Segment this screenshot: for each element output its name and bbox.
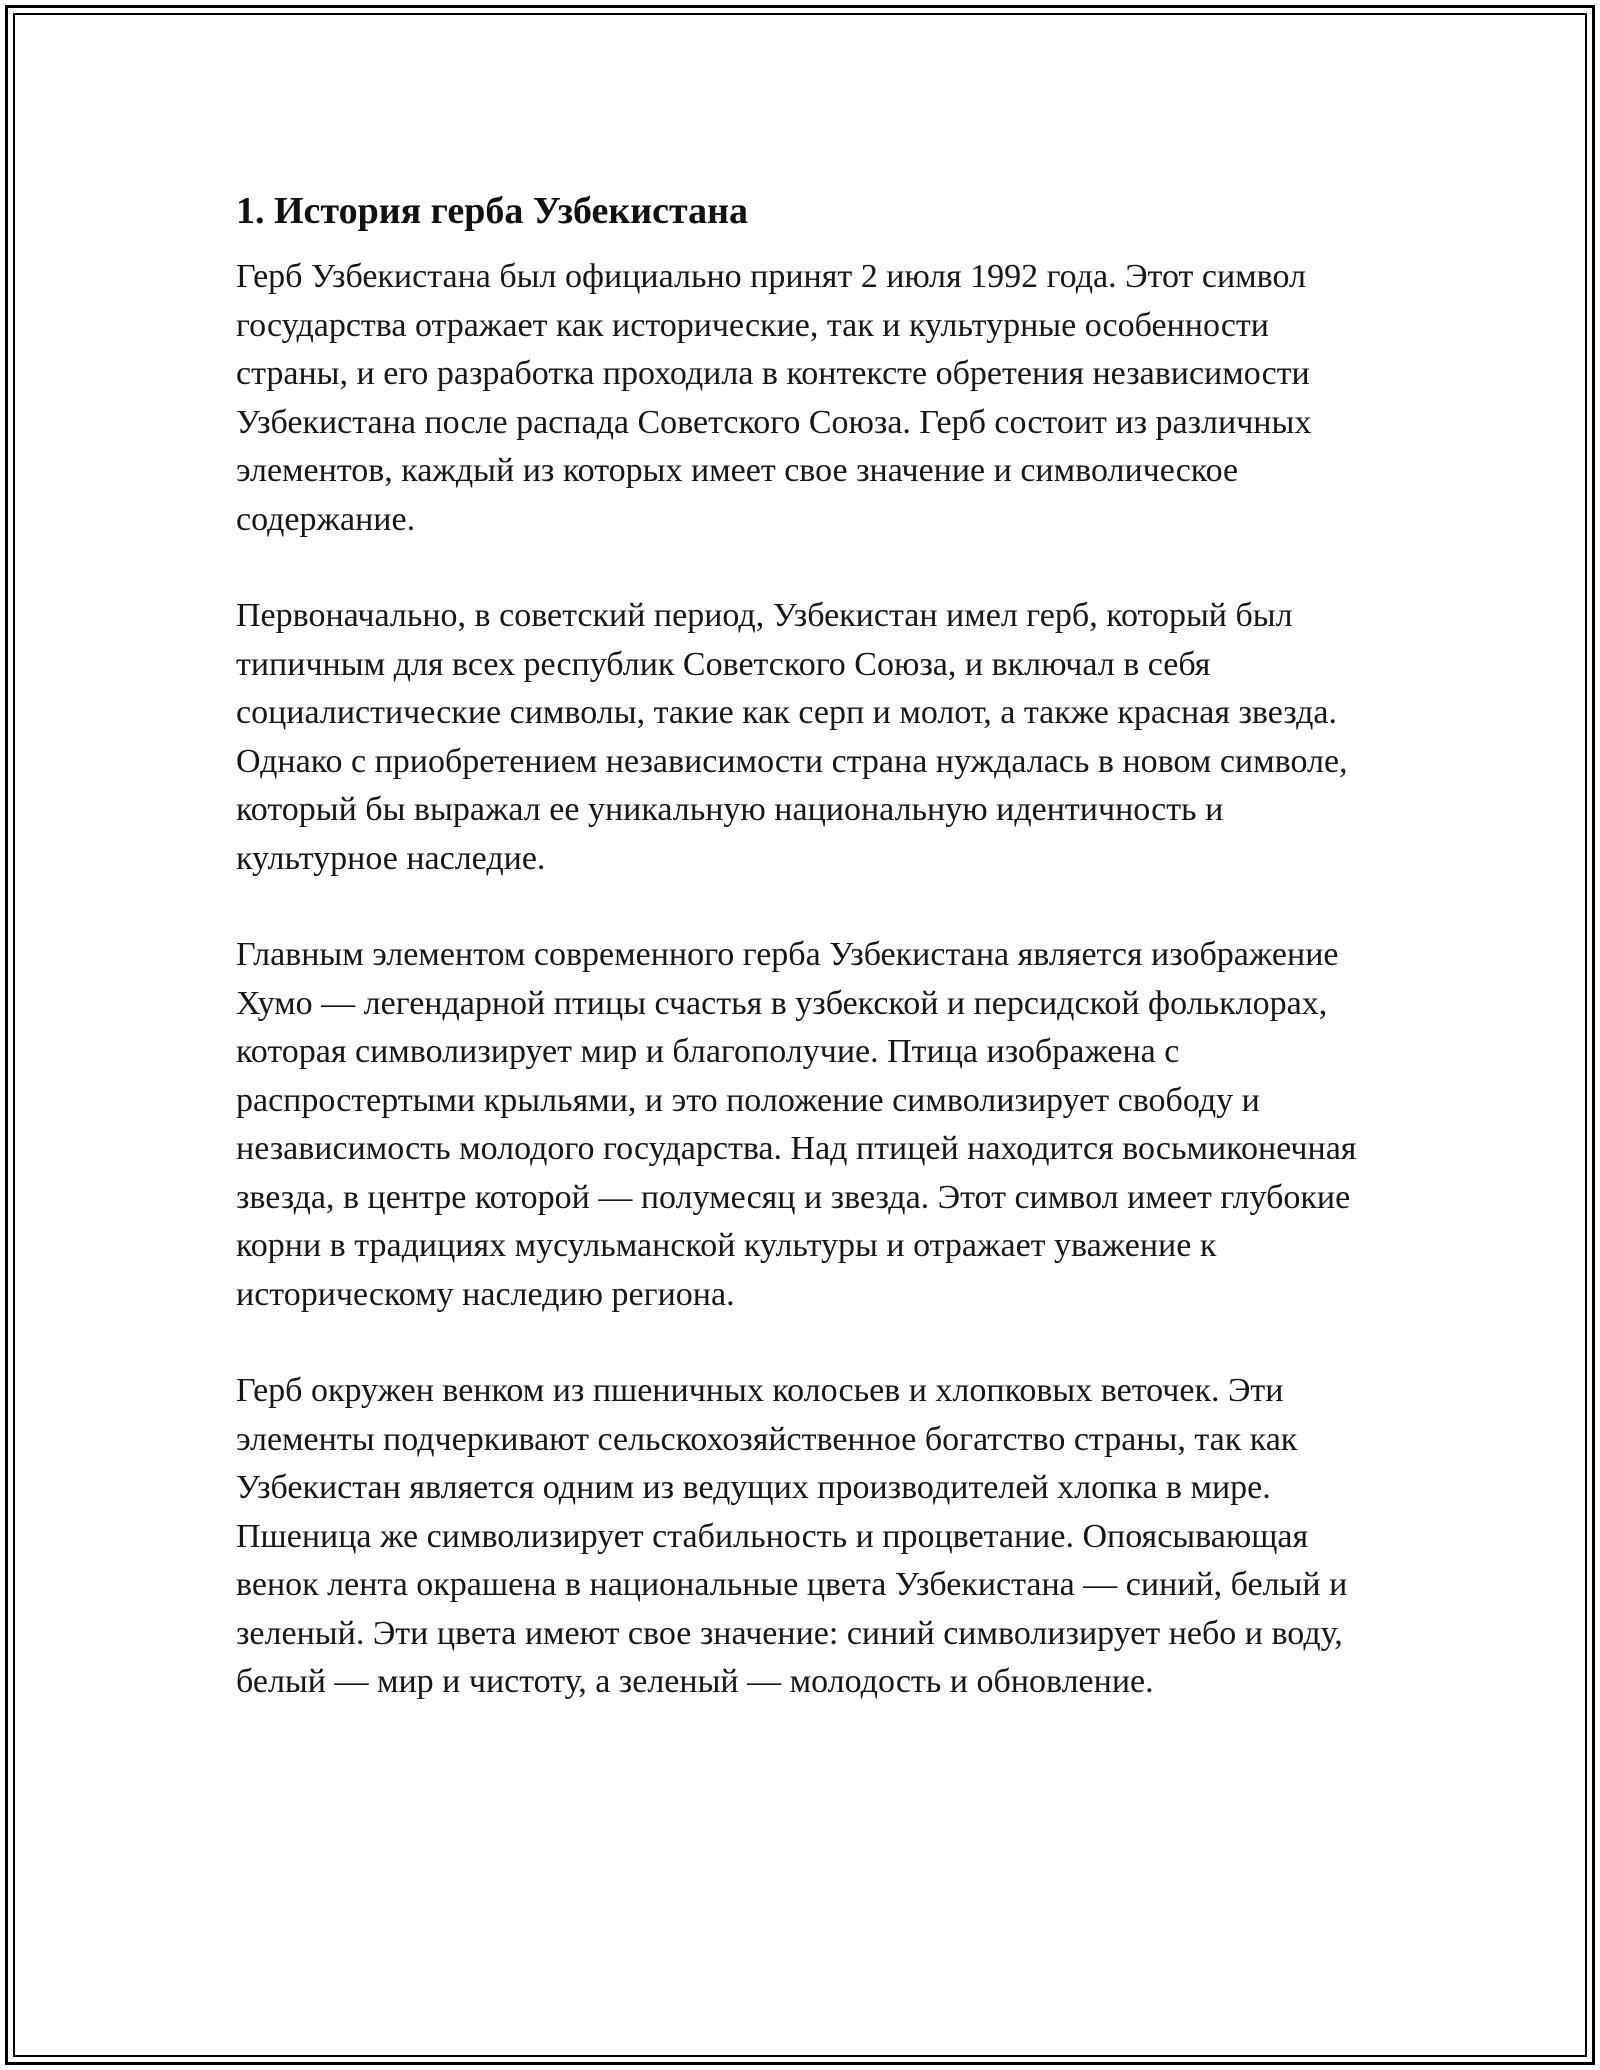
paragraph-soviet-period: Первоначально, в советский период, Узбекистан имел герб, который был типичным для всех республик Советского Союза, и включал в себя социалистические символы, такие как серп и молот, а также красная звезда. Однако с приобретением независимости страна нуждалась в новом символе, который бы выражал ее уникальную национальную идентичность и культурное наследие. (236, 597, 1348, 877)
paragraph-wreath-colors: Герб окружен венком из пшеничных колосьев и хлопковых веточек. Эти элементы подчеркивают сельскохозяйственное богатство страны, так как Узбекистан является одним из ведущих производителей хлопка в мире. Пшеница же символизирует стабильность и процветание. Опоясывающая венок лента окрашена в национальные цвета Узбекистана — синий, белый и зеленый. Эти цвета имеют свое значение: синий символизирует небо и воду, белый — мир и чистоту, а зеленый — молодость и обновление. (236, 1372, 1348, 1700)
paragraph-humo-bird: Главным элементом современного герба Узбекистана является изображение Хумо — легендарной птицы счастья в узбекской и персидской фольклорах, которая символизирует мир и благополучие. Птица изображена с распростертыми крыльями, и это положение символизирует свободу и независимость молодого государства. Над птицей находится восьмиконечная звезда, в центре которой — полумесяц и звезда. Этот символ имеет глубокие корни в традициях мусульманской культуры и отражает уважение к историческому наследию региона. (236, 936, 1357, 1313)
section-heading: 1. История герба Узбекистана (236, 190, 749, 232)
paragraph-adoption: Герб Узбекистана был официально принят 2 июля 1992 года. Этот символ государства отражает как исторические, так и культурные особенности страны, и его разработка проходила в контексте обретения независимости Узбекистана после распада Советского Союза. Герб состоит из различных элементов, каждый из которых имеет свое значение и символическое содержание. (236, 258, 1312, 538)
document-body (236, 187, 1366, 1755)
